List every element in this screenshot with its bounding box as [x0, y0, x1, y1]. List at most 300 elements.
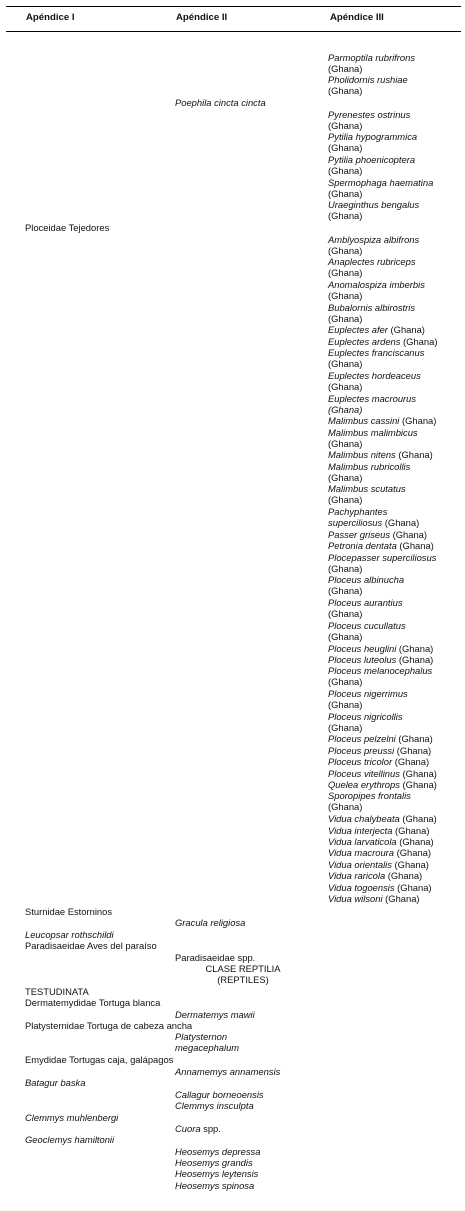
plain-text: (Ghana)	[394, 847, 432, 858]
entry-ploceus-pres	[328, 745, 431, 756]
entry-line	[328, 85, 408, 96]
species-name: Passer griseus	[328, 529, 391, 540]
species-name: Ploceus luteolus	[328, 654, 397, 665]
entry-annamemys	[175, 1066, 280, 1077]
species-name: Vidua orientalis	[328, 859, 392, 870]
species-name: Gracula religiosa	[175, 917, 246, 928]
entry-heosemys-gran	[175, 1157, 253, 1168]
plain-text: Sturnidae Estorninos	[25, 906, 113, 917]
entry-line	[328, 745, 431, 756]
entry-dermatemys	[175, 1009, 255, 1020]
entry-line	[25, 997, 160, 1008]
entry-spermophaga	[328, 177, 433, 200]
plain-text: (Ghana)	[328, 142, 363, 154]
entry-parmoptila	[328, 52, 415, 75]
entry-vidua-orie	[328, 859, 429, 870]
plain-text: (Ghana)	[396, 836, 434, 847]
entry-geoclemys	[25, 1134, 114, 1145]
species-name: Ploceus melanocephalus	[328, 665, 433, 676]
entry-line	[328, 245, 419, 256]
plain-text: Emydidae Tortugas caja, galápagos	[25, 1054, 174, 1065]
entry-line	[328, 540, 434, 551]
species-name: Pytilia phoenicoptera	[328, 154, 416, 165]
plain-text: (Ghana)	[385, 870, 423, 881]
entry-line	[25, 940, 157, 951]
entry-line	[25, 906, 112, 917]
species-name: Bubalornis albirostris	[328, 302, 416, 313]
species-name: Ploceus preussi	[328, 745, 395, 756]
plain-text: (Ghana)	[391, 859, 429, 870]
entry-ploceus-aura	[328, 597, 403, 620]
plain-text: (Ghana)	[328, 63, 363, 75]
entry-line	[175, 1066, 280, 1077]
species-name: Quelea erythrops	[328, 779, 400, 790]
species-name: Spermophaga haematina	[328, 177, 434, 188]
plain-text: (Ghana)	[328, 608, 363, 620]
species-name: Malimbus scutatus	[328, 483, 406, 494]
entry-euplectes-fran	[328, 347, 424, 370]
entry-malimbus-nit	[328, 449, 433, 460]
entry-line	[175, 1089, 264, 1100]
plain-text: (Ghana)	[399, 779, 437, 790]
header-apendice-iii: Apéndice III	[330, 12, 384, 23]
entry-ploceus-vite	[328, 768, 437, 779]
plain-text: TESTUDINATA	[25, 986, 89, 997]
entry-ploceus-albi	[328, 574, 404, 597]
entry-line	[328, 302, 415, 313]
species-name: Malimbus malimbicus	[328, 427, 418, 438]
entry-pytilia-pho	[328, 154, 415, 177]
species-name: (Ghana)	[328, 404, 363, 416]
plain-text: (Ghana)	[328, 267, 363, 279]
species-name: Pholidornis rushiae	[328, 74, 408, 85]
entry-line	[328, 336, 437, 347]
entry-anomalospiza	[328, 279, 425, 302]
entry-line	[328, 415, 436, 426]
entry-poephila	[175, 97, 266, 108]
entry-heosemys-spin	[175, 1180, 254, 1191]
entry-line	[328, 699, 408, 710]
entry-vidua-togo	[328, 882, 432, 893]
entry-line	[328, 483, 406, 494]
entry-petronia	[328, 540, 434, 551]
plain-text: (Ghana)	[328, 245, 363, 257]
plain-text: (Ghana)	[328, 699, 363, 711]
plain-text: (Ghana)	[394, 882, 432, 893]
entry-line	[175, 1157, 253, 1168]
species-name: Ploceus vitellinus	[328, 768, 400, 779]
entry-line	[328, 461, 410, 472]
entry-line	[328, 779, 437, 790]
plain-text: Paradisaeidae Aves del paraíso	[25, 940, 157, 951]
entry-line	[328, 711, 403, 722]
species-name: Heosemys leytensis	[175, 1168, 259, 1179]
entry-line	[328, 256, 416, 267]
entry-leucopsar	[25, 929, 114, 940]
entry-line	[175, 97, 266, 108]
entry-line	[328, 165, 415, 176]
entry-malimbus-scu	[328, 483, 406, 506]
entry-line	[328, 177, 433, 188]
entry-paradisaeidae-spp	[175, 952, 255, 963]
plain-text: (Ghana)	[396, 643, 434, 654]
species-name: Malimbus nitens	[328, 449, 396, 460]
entry-malimbus-cass	[328, 415, 436, 426]
entry-vidua-wils	[328, 893, 420, 904]
entry-line	[328, 313, 415, 324]
entry-line	[328, 722, 403, 733]
entry-line	[328, 279, 425, 290]
species-name: Euplectes macrourus	[328, 393, 417, 404]
entry-heosemys-leyt	[175, 1168, 258, 1179]
entry-ploceus-tric	[328, 756, 429, 767]
species-name: Cuora	[175, 1123, 201, 1134]
species-name: Pytilia hypogrammica	[328, 131, 418, 142]
plain-text: (Ghana)	[328, 585, 363, 597]
entry-line	[328, 654, 433, 665]
entry-line	[328, 882, 432, 893]
entry-line	[328, 893, 420, 904]
entry-malimbus-rub	[328, 461, 410, 484]
species-name: Clemmys insculpta	[175, 1100, 254, 1111]
plain-text: (Ghana)	[395, 733, 433, 744]
species-name: Ploceus cucullatus	[328, 620, 406, 631]
species-name: Heosemys grandis	[175, 1157, 253, 1168]
entry-platysternidae	[25, 1020, 192, 1031]
species-name: Euplectes franciscanus	[328, 347, 425, 358]
entry-ploceus-mela	[328, 665, 432, 688]
species-name: Vidua chalybeata	[328, 813, 400, 824]
entry-clemmys-muhl	[25, 1112, 118, 1123]
plain-text: CLASE REPTILIA	[205, 963, 281, 974]
species-name: Euplectes afer	[328, 324, 388, 335]
entry-paradisaeidae	[25, 940, 157, 951]
entry-ploceus-lute	[328, 654, 433, 665]
entry-line	[328, 608, 403, 619]
entry-line	[175, 1009, 255, 1020]
plain-text: (Ghana)	[328, 313, 363, 325]
species-name: Vidua togoensis	[328, 882, 395, 893]
entry-line	[328, 643, 433, 654]
entry-line	[328, 438, 418, 449]
plain-text: (Ghana)	[328, 120, 363, 132]
species-name: Vidua raricola	[328, 870, 386, 881]
plain-text: (Ghana)	[399, 415, 437, 426]
entry-testudinata	[25, 986, 89, 997]
entry-line	[25, 929, 114, 940]
entry-line	[328, 142, 417, 153]
plain-text: (Ghana)	[328, 85, 363, 97]
plain-text: (Ghana)	[396, 540, 434, 551]
entry-line	[328, 393, 416, 404]
entry-plocepasser	[328, 552, 436, 575]
species-name: Batagur baska	[25, 1077, 86, 1088]
species-name: Ploceus heuglini	[328, 643, 397, 654]
entry-passer	[328, 529, 427, 540]
species-name: Parmoptila rubrifrons	[328, 52, 416, 63]
entry-line	[328, 370, 421, 381]
entry-line	[328, 74, 408, 85]
entry-ploceus-cucu	[328, 620, 406, 643]
plain-text: Paradisaeidae spp.	[175, 952, 256, 963]
entry-line	[175, 1042, 239, 1053]
species-name: Ploceus nigricollis	[328, 711, 403, 722]
species-name: Sporopipes frontalis	[328, 790, 411, 801]
entry-line	[175, 1123, 221, 1134]
entry-line	[328, 665, 432, 676]
entry-euplectes-hord	[328, 370, 421, 393]
entry-line	[328, 234, 419, 245]
entry-sturnidae	[25, 906, 112, 917]
entry-batagur	[25, 1077, 85, 1088]
entry-uraeginthus	[328, 199, 419, 222]
plain-text: (Ghana)	[399, 813, 437, 824]
plain-text: (Ghana)	[328, 188, 363, 200]
entry-line	[328, 199, 419, 210]
entry-line	[175, 1180, 254, 1191]
header-apendice-ii: Apéndice II	[176, 12, 228, 23]
plain-text: (Ghana)	[328, 358, 363, 370]
plain-text: (Ghana)	[400, 336, 438, 347]
entry-pytilia-hyp	[328, 131, 417, 154]
plain-text: Ploceidae Tejedores	[25, 222, 110, 233]
plain-text: (Ghana)	[328, 381, 363, 393]
entry-sporopipes	[328, 790, 411, 813]
entry-line	[328, 801, 411, 812]
entry-ploceidae	[25, 222, 109, 233]
plain-text: (Ghana)	[328, 290, 363, 302]
plain-text: (Ghana)	[392, 756, 430, 767]
entry-pholidornis	[328, 74, 408, 97]
plain-text: (Ghana)	[394, 745, 432, 756]
entry-line	[175, 1100, 254, 1111]
entry-euplectes-ardens	[328, 336, 437, 347]
plain-text: (Ghana)	[395, 449, 433, 460]
species-name: Callagur borneoensis	[175, 1089, 264, 1100]
species-name: Ploceus tricolor	[328, 756, 393, 767]
species-name: Anomalospiza imberbis	[328, 279, 425, 290]
entry-line	[328, 733, 433, 744]
entry-line	[328, 859, 429, 870]
plain-text: (Ghana)	[328, 801, 363, 813]
plain-text: (Ghana)	[328, 494, 363, 506]
entry-line	[328, 597, 403, 608]
plain-text: (Ghana)	[328, 165, 363, 177]
plain-text: (Ghana)	[382, 517, 420, 529]
species-name: Ploceus nigerrimus	[328, 688, 408, 699]
entry-line	[328, 494, 406, 505]
entry-line	[328, 63, 415, 74]
plain-text: (Ghana)	[392, 825, 430, 836]
entry-line	[328, 825, 429, 836]
species-name: Geoclemys hamiltonii	[25, 1134, 115, 1145]
plain-text: (Ghana)	[328, 472, 363, 484]
entry-vidua-larv	[328, 836, 434, 847]
entry-platysternon	[175, 1031, 239, 1054]
entry-ploceus-nige	[328, 688, 408, 711]
species-name: Ploceus albinucha	[328, 574, 405, 585]
entry-line	[328, 109, 410, 120]
entry-line	[25, 1077, 85, 1088]
entry-line	[328, 324, 425, 335]
entry-line	[328, 620, 406, 631]
entry-vidua-macr	[328, 847, 431, 858]
header-rule	[6, 31, 461, 32]
entry-line	[328, 52, 415, 63]
species-name: Leucopsar rothschildi	[25, 929, 114, 940]
entry-line	[328, 449, 433, 460]
species-name: Ploceus aurantius	[328, 597, 403, 608]
entry-line	[328, 688, 408, 699]
plain-text: (Ghana)	[387, 324, 425, 335]
species-name: Euplectes hordeaceus	[328, 370, 421, 381]
entry-line	[328, 472, 410, 483]
species-name: Ploceus pelzelni	[328, 733, 396, 744]
entry-bubalornis	[328, 302, 415, 325]
entry-line	[328, 381, 421, 392]
plain-text: (Ghana)	[382, 893, 420, 904]
entry-dermatemydidae	[25, 997, 160, 1008]
entry-line	[328, 790, 411, 801]
species-name: Uraeginthus bengalus	[328, 199, 420, 210]
entry-line	[328, 574, 404, 585]
entry-pyrenestes	[328, 109, 410, 132]
entry-vidua-inte	[328, 825, 429, 836]
entry-ploceus-nigr	[328, 711, 403, 734]
entry-euplectes-macr	[328, 393, 416, 416]
entry-line	[328, 585, 404, 596]
species-name: Plocepasser superciliosus	[328, 552, 437, 563]
entry-vidua-rari	[328, 870, 422, 881]
entry-line	[328, 870, 422, 881]
entry-pachyphantes	[328, 506, 419, 529]
entry-callagur	[175, 1089, 264, 1100]
plain-text: spp.	[200, 1123, 221, 1134]
plain-text: (Ghana)	[328, 438, 363, 450]
entry-line	[25, 1134, 114, 1145]
species-name: Heosemys depressa	[175, 1146, 261, 1157]
species-name: Euplectes ardens	[328, 336, 401, 347]
entry-gracula	[175, 917, 245, 928]
entry-emydidae	[25, 1054, 173, 1065]
entry-malimbus-mali	[328, 427, 418, 450]
entry-line	[328, 529, 427, 540]
entry-quelea	[328, 779, 437, 790]
entry-line	[328, 676, 432, 687]
entry-line	[328, 756, 429, 767]
entry-line	[25, 1020, 192, 1031]
entry-line	[328, 290, 425, 301]
species-name: Platysternon	[175, 1031, 228, 1042]
species-name: Vidua interjecta	[328, 825, 393, 836]
entry-line	[328, 404, 416, 415]
entry-line	[25, 222, 109, 233]
entry-line	[25, 1054, 173, 1065]
species-name: Poephila cincta cincta	[175, 97, 266, 108]
top-rule	[6, 6, 461, 7]
entry-line	[175, 952, 255, 963]
entry-line	[25, 986, 89, 997]
entry-line	[175, 1031, 239, 1042]
entry-line	[328, 506, 419, 517]
species-name: Malimbus rubricollis	[328, 461, 411, 472]
entry-amblyospiza	[328, 234, 419, 257]
species-name: Clemmys muhlenbergi	[25, 1112, 119, 1123]
species-name: Vidua wilsoni	[328, 893, 383, 904]
entry-line	[328, 768, 437, 779]
entry-clase-reptilia	[175, 963, 311, 986]
entry-line	[175, 917, 245, 928]
entry-line	[175, 963, 311, 974]
entry-line	[328, 154, 415, 165]
species-name: Pachyphantes	[328, 506, 388, 517]
plain-text: (Ghana)	[328, 563, 363, 575]
entry-line	[328, 267, 416, 278]
species-name: Malimbus cassini	[328, 415, 400, 426]
entry-line	[328, 120, 410, 131]
species-name: Vidua larvaticola	[328, 836, 397, 847]
entry-cuora	[175, 1123, 221, 1134]
entry-line	[328, 563, 436, 574]
plain-text: (Ghana)	[328, 722, 363, 734]
entry-clemmys-insc	[175, 1100, 254, 1111]
entry-line	[328, 631, 406, 642]
entry-line	[328, 552, 436, 563]
species-name: Dermatemys mawii	[175, 1009, 255, 1020]
plain-text: (Ghana)	[328, 631, 363, 643]
entry-line	[328, 813, 437, 824]
species-name: Pyrenestes ostrinus	[328, 109, 411, 120]
plain-text: Dermatemydidae Tortuga blanca	[25, 997, 161, 1008]
species-name: superciliosus	[328, 517, 383, 529]
plain-text: Platysternidae Tortuga de cabeza ancha	[25, 1020, 193, 1031]
entry-vidua-chal	[328, 813, 437, 824]
species-name: Vidua macroura	[328, 847, 395, 858]
entry-line	[175, 1168, 258, 1179]
entry-ploceus-heug	[328, 643, 433, 654]
species-name: Annamemys annamensis	[175, 1066, 281, 1077]
entry-line	[328, 836, 434, 847]
entry-euplectes-afer	[328, 324, 425, 335]
entry-line	[328, 847, 431, 858]
plain-text: (Ghana)	[328, 210, 363, 222]
entry-line	[175, 1146, 260, 1157]
entry-anaplectes	[328, 256, 416, 279]
species-name: Heosemys spinosa	[175, 1180, 255, 1191]
plain-text: (Ghana)	[328, 676, 363, 688]
entry-line	[328, 131, 417, 142]
species-name: Amblyospiza albifrons	[328, 234, 420, 245]
entry-line	[328, 358, 424, 369]
entry-line	[175, 974, 311, 985]
plain-text: (REPTILES)	[217, 974, 269, 986]
entry-heosemys-depr	[175, 1146, 260, 1157]
entry-line	[328, 188, 433, 199]
entry-line	[328, 427, 418, 438]
entry-line	[25, 1112, 118, 1123]
entry-line	[328, 210, 419, 221]
header-apendice-i: Apéndice I	[26, 12, 75, 23]
plain-text: (Ghana)	[390, 529, 428, 540]
species-name: megacephalum	[175, 1042, 240, 1054]
entry-line	[328, 347, 424, 358]
entry-ploceus-pelz	[328, 733, 433, 744]
species-name: Petronia dentata	[328, 540, 397, 551]
species-name: Anaplectes rubriceps	[328, 256, 416, 267]
plain-text: (Ghana)	[396, 654, 434, 665]
entry-line	[328, 517, 419, 528]
plain-text: (Ghana)	[399, 768, 437, 779]
